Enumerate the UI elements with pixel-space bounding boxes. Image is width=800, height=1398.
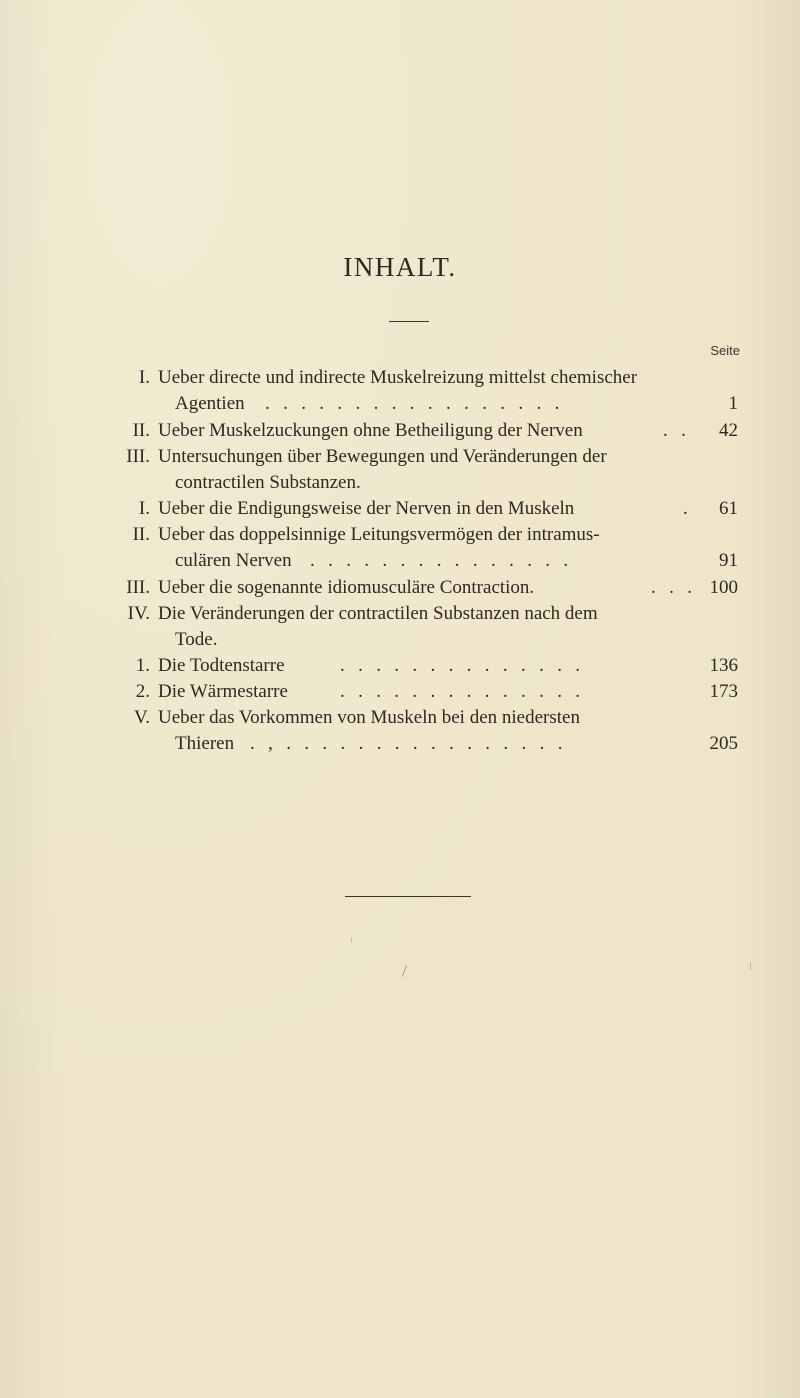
entry-title: Ueber die sogenannte idiomusculäre Contraction. [158,577,535,598]
entry-title-continued: Thieren [175,733,235,754]
leader-dots: . . [663,420,691,441]
toc-entry-line [0,470,800,496]
toc-entry-line [0,705,800,731]
entry-number: 1. [135,655,150,676]
entry-number: 2. [135,681,150,702]
toc-entry-line [0,522,800,548]
toc-entry-line [0,418,800,444]
entry-number: I. [138,498,150,519]
page-column-label: Seite [710,343,740,358]
toc-entry-line [0,548,800,574]
entry-page: 1 [728,393,738,414]
entry-page: 136 [709,655,738,676]
leader-dots: . . . . . . . . . . . . . . [340,681,585,702]
toc-entry-line [0,496,800,522]
entry-page: 91 [719,550,738,571]
toc-entry-line [0,601,800,627]
entry-title: Ueber das Vorkommen von Muskeln bei den niedersten [158,707,580,728]
leader-dots: . . . . . . . . . . . . . . . . . [265,393,564,414]
entry-number: III. [126,446,150,467]
entry-number: IV. [127,603,150,624]
page-title: INHALT. [343,252,457,282]
entry-title: Ueber directe und indirecte Muskelreizung mittelst chemischer [158,367,638,388]
toc-entry-line [0,731,800,757]
toc-entry-line [0,627,800,653]
entry-page: 61 [719,498,738,519]
entry-title-continued: Tode. [175,629,218,650]
entry-number: I. [138,367,150,388]
entry-title: Ueber die Endigungsweise der Nerven in den Muskeln [158,498,575,519]
entry-title: Untersuchungen über Bewegungen und Veränderungen der [158,446,607,467]
entry-title-continued: contractilen Substanzen. [175,472,361,493]
entry-page: 42 [719,420,738,441]
closing-rule [345,896,471,897]
entry-number: III. [126,577,150,598]
entry-number: V. [133,707,150,728]
toc-entry-line [0,653,800,679]
leader-dots: . . . [651,577,697,598]
entry-page: 100 [709,577,738,598]
leader-dots: . , . . . . . . . . . . . . . . . . [250,733,567,754]
entry-title: Die Todtenstarre [158,655,285,676]
toc-entry-line [0,679,800,705]
entry-title: Ueber Muskelzuckungen ohne Betheiligung der Nerven [158,420,583,441]
toc-entry-line [0,575,800,601]
leader-dots: . [683,498,693,519]
entry-title: Ueber das doppelsinnige Leitungsvermögen der intramus- [158,524,600,545]
toc-entry-line [0,365,800,391]
entry-number: II. [132,420,150,441]
entry-page: 205 [709,733,738,754]
title-rule [389,321,429,322]
entry-title: Die Veränderungen der contractilen Substanzen nach dem [158,603,598,624]
toc-entry-line [0,444,800,470]
entry-number: II. [132,524,150,545]
entry-title: Die Wärmestarre [158,681,288,702]
leader-dots: . . . . . . . . . . . . . . . [310,550,573,571]
entry-title-continued: Agentien [175,393,245,414]
leader-dots: . . . . . . . . . . . . . . [340,655,585,676]
entry-title-continued: culären Nerven [175,550,292,571]
paper-blemish [351,937,352,943]
entry-page: 173 [709,681,738,702]
paper-blemish [402,965,407,977]
toc-entry-line [0,391,800,417]
paper-blemish [750,962,751,970]
